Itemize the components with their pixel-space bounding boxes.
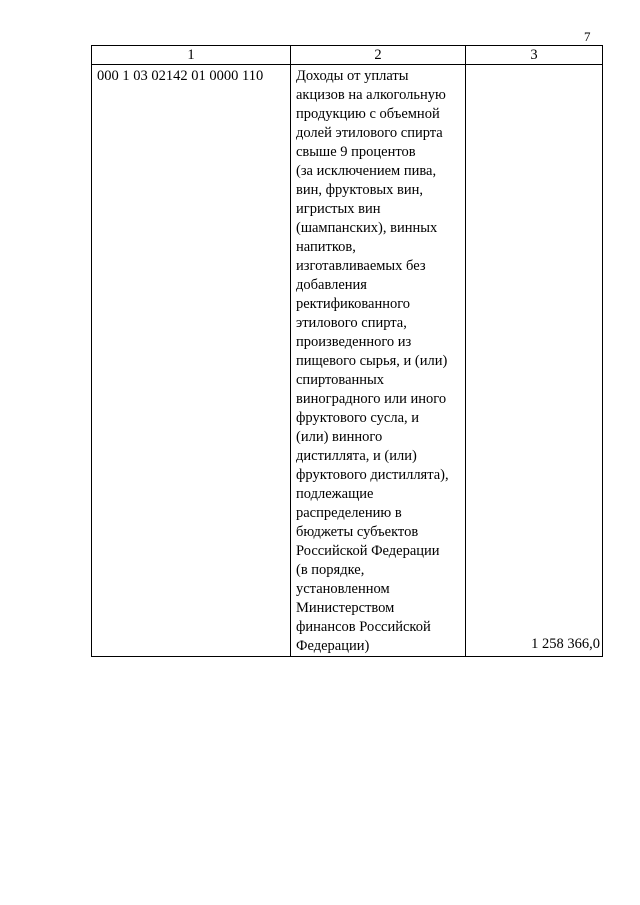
- name-line: изготавливаемых без: [296, 258, 426, 274]
- name-line: (за исключением пива,: [296, 163, 437, 179]
- name-line: (в порядке,: [296, 562, 365, 578]
- name-line: акцизов на алкогольную: [296, 87, 446, 103]
- name-line: пищевого сырья, и (или): [296, 353, 448, 369]
- name-line: финансов Российской: [296, 619, 431, 635]
- column-header-2: 2: [291, 46, 466, 65]
- page-number: 7: [584, 29, 591, 44]
- column-header-1: 1: [92, 46, 291, 65]
- name-line: (или) винного: [296, 429, 383, 445]
- name-line: фруктового дистиллята),: [296, 467, 449, 483]
- name-line: продукцию с объемной: [296, 106, 440, 122]
- name-line: ректификованного: [296, 296, 411, 312]
- header-row: [92, 46, 603, 65]
- name-line: произведенного из: [296, 334, 412, 350]
- column-header-3: 3: [466, 46, 603, 65]
- name-line: установленном: [296, 581, 390, 597]
- name-line: долей этилового спирта: [296, 125, 443, 141]
- name-line: Министерством: [296, 600, 395, 616]
- revenue-code-cell: 000 1 03 02142 01 0000 110: [92, 65, 291, 657]
- name-line: вин, фруктовых вин,: [296, 182, 424, 198]
- amount-cell: 1 258 366,0: [466, 65, 603, 657]
- name-line: Российской Федерации: [296, 543, 440, 559]
- name-line: бюджеты субъектов: [296, 524, 419, 540]
- name-line: спиртованных: [296, 372, 385, 388]
- name-line: свыше 9 процентов: [296, 144, 416, 160]
- name-line: подлежащие: [296, 486, 374, 502]
- budget-table: [91, 45, 603, 657]
- name-line: Федерации): [296, 638, 370, 654]
- name-line: этилового спирта,: [296, 315, 407, 331]
- table-row: [92, 65, 603, 657]
- name-line: игристых вин: [296, 201, 381, 217]
- name-line: виноградного или иного: [296, 391, 447, 407]
- name-line: распределению в: [296, 505, 402, 521]
- name-line: напитков,: [296, 239, 356, 255]
- name-line: дистиллята, и (или): [296, 448, 417, 464]
- name-line: Доходы от уплаты: [296, 68, 409, 84]
- name-line: фруктового сусла, и: [296, 410, 420, 426]
- name-line: (шампанских), винных: [296, 220, 438, 236]
- revenue-name-cell: [291, 65, 466, 657]
- name-line: добавления: [296, 277, 367, 293]
